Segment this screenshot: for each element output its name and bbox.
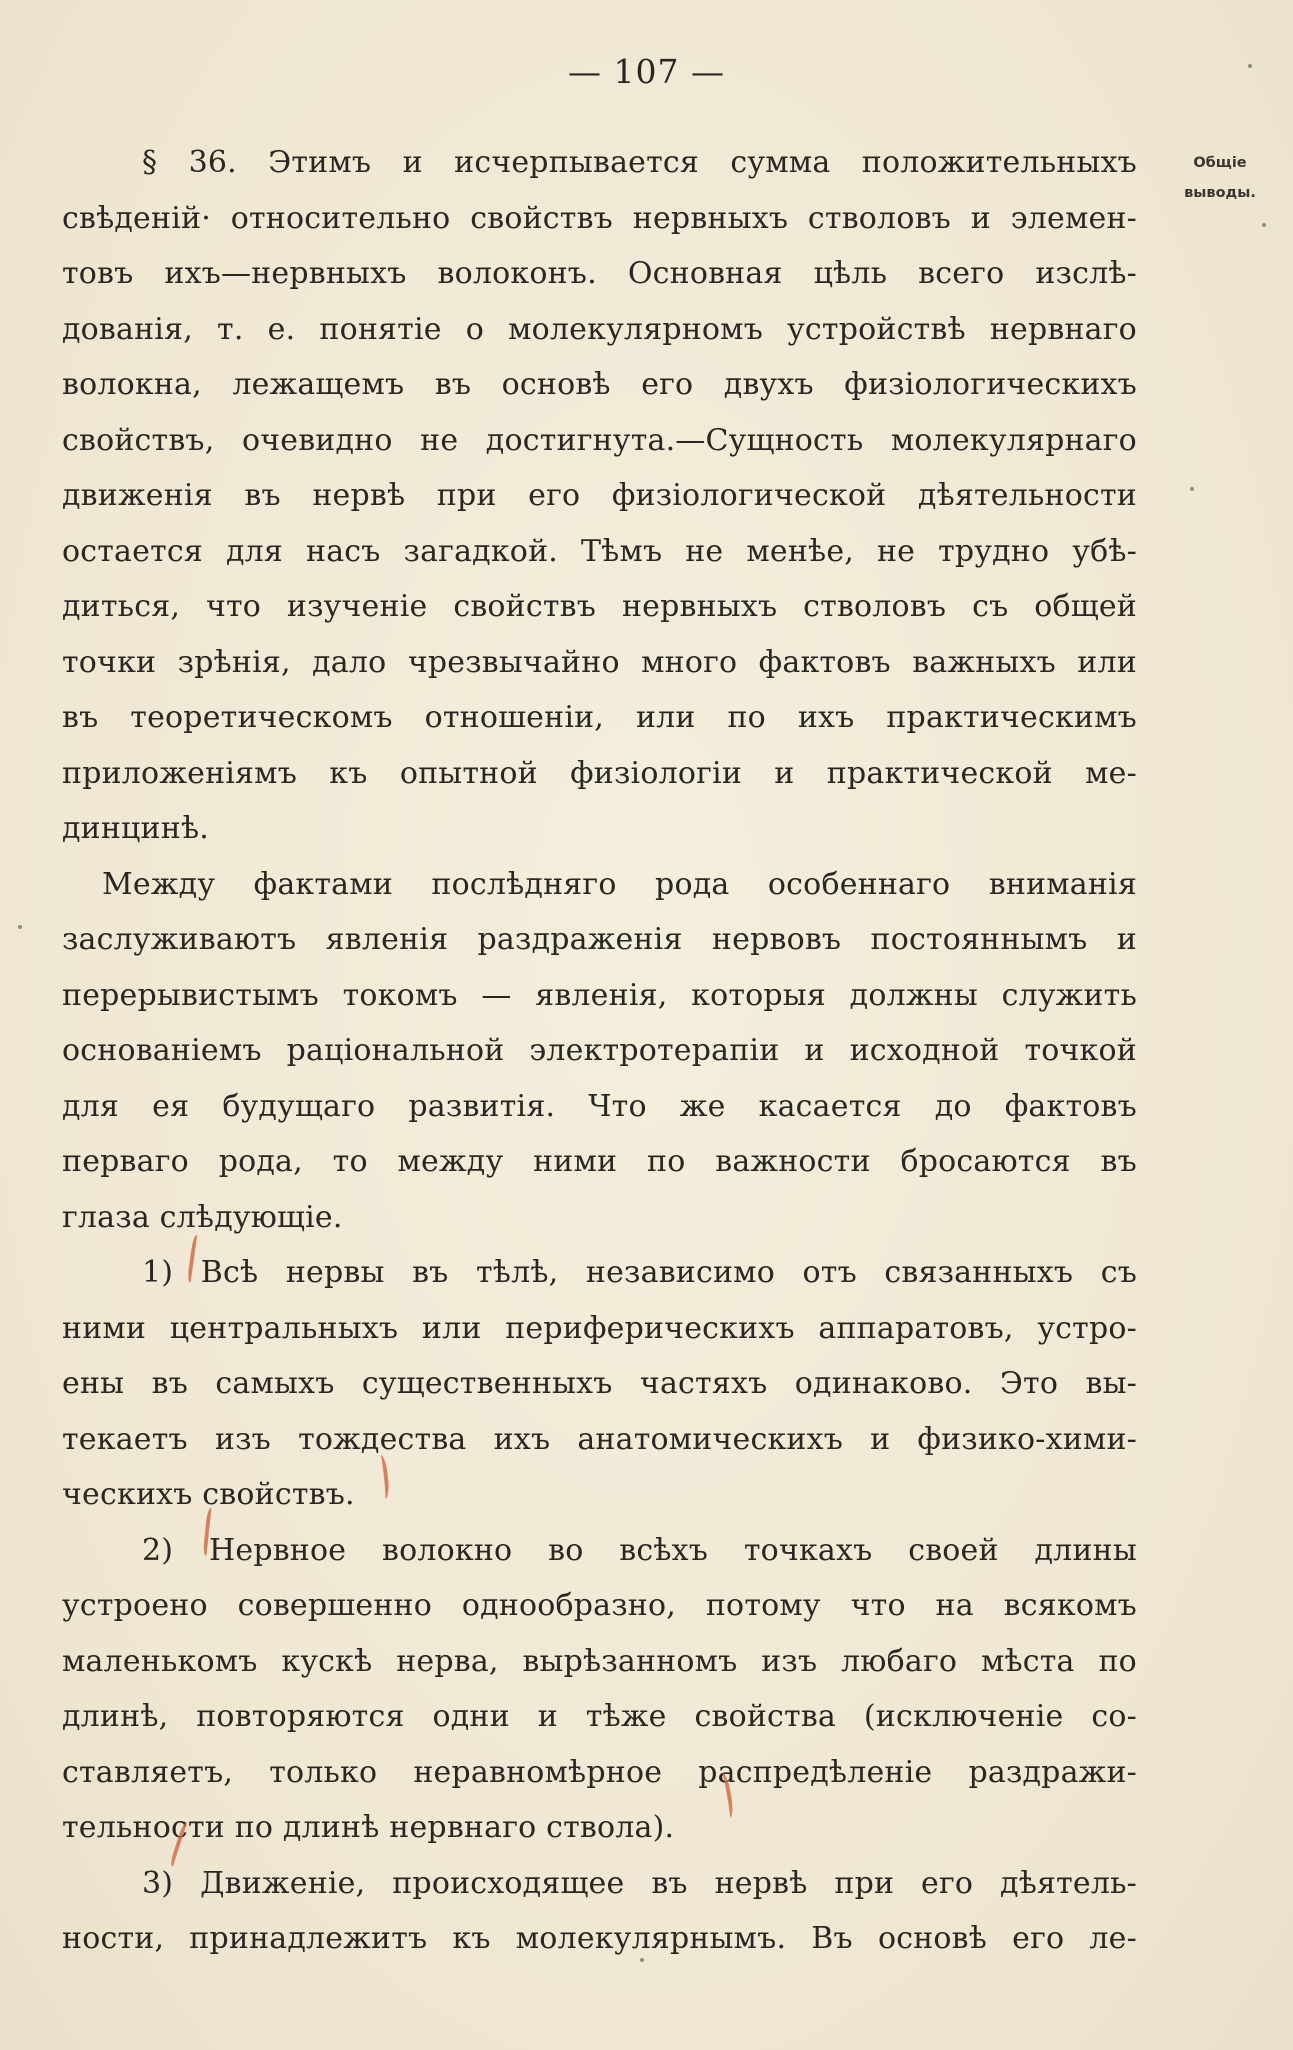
word: достигнута.—Сущность — [485, 422, 864, 458]
word: важныхъ — [912, 644, 1056, 680]
text-line — [62, 1079, 1137, 1135]
word: движенія — [62, 478, 213, 513]
word: нервныхъ — [632, 200, 789, 236]
word: свойства — [694, 1699, 837, 1734]
word: элемен- — [1010, 200, 1137, 236]
word: маленькомъ — [62, 1643, 258, 1679]
word: происходящее — [392, 1865, 625, 1901]
word: и — [870, 1421, 891, 1457]
word: стволовъ — [803, 589, 947, 624]
word: вырѣзанномъ — [522, 1643, 738, 1679]
word: изученіе — [286, 589, 428, 624]
page-number: — 107 — — [568, 52, 725, 91]
word: Этимъ — [268, 145, 372, 180]
word: ихъ — [797, 700, 855, 735]
word: нервѣ — [312, 478, 406, 513]
word: послѣдняго — [431, 866, 617, 902]
word: нервѣ — [714, 1865, 808, 1901]
word: электротерапіи — [529, 1033, 780, 1068]
word: основѣ — [877, 1921, 988, 1956]
word: диться, — [62, 589, 181, 624]
word: менѣе, — [746, 533, 855, 569]
text-line — [62, 1745, 1137, 1801]
text-line — [62, 468, 1137, 524]
word: его — [641, 367, 694, 402]
text-line — [62, 524, 1137, 580]
word: 2) — [142, 1532, 174, 1568]
word: (исключеніе — [863, 1699, 1064, 1734]
word: потому — [705, 1588, 821, 1623]
word: заслуживаютъ — [62, 922, 297, 957]
word: ними — [62, 1310, 147, 1346]
word: насъ — [306, 533, 381, 569]
word: практической — [826, 755, 1053, 791]
word: независимо — [585, 1255, 775, 1290]
word: перваго — [62, 1144, 189, 1179]
text-line — [62, 912, 1137, 968]
word: кускѣ — [281, 1643, 373, 1679]
word: молекулярномъ — [508, 311, 764, 347]
word: рода, — [218, 1144, 303, 1179]
word: то — [332, 1144, 368, 1179]
word: длинѣ, — [62, 1699, 169, 1734]
word: по — [1098, 1643, 1137, 1679]
word: общей — [1034, 589, 1137, 624]
word: въ — [151, 1366, 189, 1401]
word: лежащемъ — [232, 367, 405, 402]
word: раздраженія — [477, 922, 683, 957]
word: много — [641, 644, 738, 680]
word: дѣятельности — [917, 478, 1137, 513]
word: будущаго — [222, 1088, 376, 1124]
text-line — [62, 690, 1137, 746]
text-line — [62, 1911, 1137, 1967]
text-line — [62, 1134, 1137, 1190]
word: молекулярнаго — [890, 422, 1137, 458]
word: товъ — [62, 256, 134, 291]
word: волокна, — [62, 367, 202, 402]
word: нервнаго — [989, 311, 1137, 347]
word: отъ — [802, 1255, 857, 1290]
word: во — [548, 1532, 584, 1568]
margin-note-line-1: Общіе — [1193, 155, 1247, 171]
word: устройствѣ — [787, 311, 966, 347]
word: вниманія — [988, 866, 1137, 902]
word: ме- — [1085, 755, 1137, 791]
word: совершенно — [237, 1588, 432, 1623]
word: Въ — [811, 1921, 853, 1956]
word: бросаются — [900, 1144, 1071, 1179]
word: физіологической — [611, 478, 887, 513]
word: тождества — [298, 1421, 467, 1457]
word: которыя — [691, 977, 827, 1013]
word: въ — [1100, 1144, 1137, 1179]
word: всего — [918, 256, 1005, 291]
word: молекулярнымъ. — [515, 1921, 787, 1956]
word: — — [481, 977, 512, 1013]
paper-speck — [1248, 64, 1252, 68]
word: всякомъ — [1003, 1588, 1137, 1623]
word: принадлежитъ — [189, 1921, 428, 1956]
word: изслѣ- — [1035, 256, 1137, 291]
word: чрезвычайно — [407, 644, 620, 680]
text-line — [62, 579, 1137, 635]
word: служить — [1001, 977, 1137, 1013]
word: опытной — [399, 755, 538, 791]
margin-note — [1170, 148, 1270, 208]
text-line — [62, 1578, 1137, 1634]
word: частяхъ — [639, 1366, 768, 1401]
word: рода — [655, 866, 730, 902]
word: одни — [432, 1699, 510, 1734]
word: и — [774, 755, 795, 791]
word: только — [269, 1754, 378, 1790]
word: 3) — [142, 1865, 174, 1901]
word: одинаково. — [794, 1366, 973, 1401]
word: центральныхъ — [169, 1310, 399, 1346]
word: его — [528, 478, 581, 513]
word: и — [1116, 922, 1137, 957]
word: фактами — [253, 866, 393, 902]
paper-speck — [1190, 487, 1194, 491]
word: однообразно, — [461, 1588, 677, 1623]
word: исчерпывается — [454, 145, 700, 180]
word: любаго — [841, 1643, 958, 1679]
word: до — [934, 1088, 972, 1124]
word: распредѣленіе — [698, 1754, 933, 1790]
word: исходной — [849, 1033, 1000, 1068]
word: ности, — [62, 1921, 165, 1956]
word: длины — [1034, 1532, 1137, 1568]
word: въ — [62, 700, 99, 735]
word: явленія, — [535, 977, 668, 1013]
word: тѣлѣ, — [476, 1255, 559, 1290]
word: свойствъ, — [62, 422, 215, 458]
word: 1) — [142, 1255, 174, 1290]
text-line — [62, 857, 1137, 913]
word: не — [685, 533, 724, 569]
word: нерва, — [396, 1643, 499, 1679]
margin-note-line-2: выводы. — [1184, 185, 1256, 201]
word: въ — [412, 1255, 449, 1290]
paper-speck — [1262, 223, 1266, 227]
word: Всѣ — [200, 1255, 259, 1290]
word: точкахъ — [743, 1532, 873, 1568]
word: въ — [244, 478, 281, 513]
word: и — [804, 1033, 825, 1068]
word: къ — [452, 1921, 491, 1956]
word: своей — [908, 1532, 999, 1568]
text-line — [62, 1689, 1137, 1745]
word: въ — [651, 1865, 688, 1901]
word: мѣста — [980, 1643, 1075, 1679]
word: что — [850, 1588, 906, 1623]
word: Движеніе, — [200, 1865, 366, 1901]
word: между — [397, 1144, 504, 1179]
word: токомъ — [342, 977, 458, 1013]
word: свойствъ — [453, 589, 597, 624]
word: стволовъ — [807, 200, 951, 236]
word: при — [436, 478, 497, 513]
word: волокно — [382, 1532, 513, 1568]
word: точки — [62, 644, 157, 680]
body-text — [62, 135, 1137, 1967]
word: относительно — [230, 200, 451, 236]
word: что — [205, 589, 262, 624]
text-line — [62, 1523, 1137, 1579]
word: перерывистымъ — [62, 977, 319, 1013]
word: фактовъ — [758, 644, 891, 680]
word: ихъ — [493, 1421, 551, 1457]
word: раціональной — [286, 1033, 505, 1068]
text-line — [62, 1301, 1137, 1357]
word: ставляетъ, — [62, 1754, 234, 1790]
word: устро- — [1037, 1310, 1137, 1346]
word: остается — [62, 533, 204, 569]
word: анатомическихъ — [577, 1421, 844, 1457]
word: важности — [715, 1144, 871, 1179]
word: волоконъ. — [437, 256, 597, 291]
word: изъ — [761, 1643, 818, 1679]
text-line — [62, 357, 1137, 413]
word: дѣятель- — [1000, 1865, 1137, 1901]
word: свѣденій· — [62, 200, 211, 236]
word: съ — [972, 589, 1009, 624]
paper-speck — [18, 925, 22, 929]
word: ле- — [1089, 1921, 1137, 1956]
word: загадкой. — [403, 533, 558, 569]
word: не — [876, 533, 916, 569]
word: съ — [1100, 1255, 1137, 1290]
word: ены — [62, 1366, 125, 1401]
word: для — [62, 1088, 120, 1124]
word: понятіе — [319, 311, 442, 347]
word: отношеніи, — [424, 700, 605, 735]
word: Что — [588, 1088, 647, 1124]
word: его — [921, 1865, 974, 1901]
word: физіологическихъ — [844, 367, 1137, 402]
word: точкой — [1024, 1033, 1137, 1068]
word: должны — [849, 977, 978, 1013]
word: же — [679, 1088, 726, 1124]
word: фактовъ — [1004, 1088, 1137, 1124]
word: касается — [758, 1088, 902, 1124]
word: свойствъ — [470, 200, 613, 236]
word: его — [1012, 1921, 1065, 1956]
text-line — [62, 191, 1137, 247]
word: Тѣмъ — [580, 533, 663, 569]
text-line — [62, 413, 1137, 469]
word: по — [647, 1144, 686, 1179]
text-line: динцинѣ. — [62, 811, 209, 846]
word: существенныхъ — [361, 1366, 613, 1401]
word: или — [421, 1310, 482, 1346]
word: трудно — [938, 533, 1050, 569]
word: особеннаго — [767, 866, 951, 902]
word: аппаратовъ, — [818, 1310, 1014, 1346]
word: не — [420, 422, 459, 458]
word: на — [935, 1588, 974, 1623]
word: къ — [329, 755, 368, 791]
text-line — [62, 1412, 1137, 1468]
word: основѣ — [501, 367, 611, 402]
word: неравномѣрное — [413, 1754, 663, 1790]
word: ея — [152, 1088, 190, 1124]
text-line — [62, 1856, 1137, 1912]
word: текаетъ — [62, 1421, 188, 1457]
word: по — [727, 700, 766, 735]
word: самыхъ — [215, 1366, 335, 1401]
word: теоретическомъ — [130, 700, 393, 735]
paper-speck — [640, 1958, 644, 1962]
word: 36. — [188, 145, 237, 180]
word: Нервное — [209, 1532, 347, 1568]
text-line — [62, 1023, 1137, 1079]
word: или — [1077, 644, 1137, 680]
word: приложеніямъ — [62, 755, 298, 791]
word: положительныхъ — [861, 145, 1137, 180]
word: периферическихъ — [505, 1310, 795, 1346]
word: дованія, — [62, 311, 193, 347]
word: со- — [1091, 1699, 1137, 1734]
word: физіологіи — [570, 755, 743, 791]
text-line — [62, 246, 1137, 302]
word: всѣхъ — [619, 1532, 709, 1568]
word: практическимъ — [886, 700, 1137, 735]
word: связанныхъ — [884, 1255, 1074, 1290]
text-line: глаза слѣдующіе. — [62, 1199, 343, 1235]
word: и — [402, 145, 423, 180]
word: физико-хими- — [917, 1421, 1137, 1457]
text-line: ческихъ свойствъ. — [62, 1477, 355, 1512]
word: убѣ- — [1072, 533, 1137, 569]
word: Между — [102, 866, 216, 902]
word: раздражи- — [968, 1754, 1137, 1790]
text-line — [62, 746, 1137, 802]
word: ихъ—нервныхъ — [164, 256, 407, 291]
word: о — [465, 311, 485, 347]
word: для — [225, 533, 284, 569]
word: очевидно — [241, 422, 393, 458]
word: и — [970, 200, 991, 236]
word: цѣль — [813, 256, 888, 291]
word: т. — [217, 311, 244, 347]
word: устроено — [62, 1588, 208, 1623]
word: постояннымъ — [870, 922, 1088, 957]
text-line — [62, 968, 1137, 1024]
word: двухъ — [723, 367, 814, 402]
word: § — [142, 145, 158, 180]
word: дало — [312, 644, 387, 680]
word: е. — [267, 311, 296, 347]
word: и — [537, 1699, 558, 1734]
word: или — [635, 700, 696, 735]
word: нервныхъ — [621, 589, 778, 624]
text-line: тельности по длинѣ нервнаго ствола). — [62, 1810, 675, 1845]
word: вы- — [1085, 1366, 1137, 1401]
word: при — [834, 1865, 895, 1901]
text-line — [62, 1245, 1137, 1301]
word: въ — [434, 367, 472, 402]
word: зрѣнія, — [177, 644, 291, 680]
word: нервы — [285, 1255, 385, 1290]
word: Это — [999, 1366, 1059, 1401]
word: повторяются — [196, 1699, 405, 1734]
word: основаніемъ — [62, 1033, 262, 1068]
text-line — [62, 635, 1137, 691]
text-line — [62, 1634, 1137, 1690]
word: изъ — [214, 1421, 271, 1457]
word: тѣже — [585, 1699, 667, 1734]
word: явленія — [325, 922, 449, 957]
word: сумма — [730, 145, 831, 180]
word: нервовъ — [711, 922, 842, 957]
text-line — [62, 302, 1137, 358]
word: ними — [533, 1144, 618, 1179]
word: развитія. — [408, 1088, 556, 1124]
word: Основная — [627, 256, 783, 291]
text-line — [62, 135, 1137, 191]
text-line — [62, 1356, 1137, 1412]
